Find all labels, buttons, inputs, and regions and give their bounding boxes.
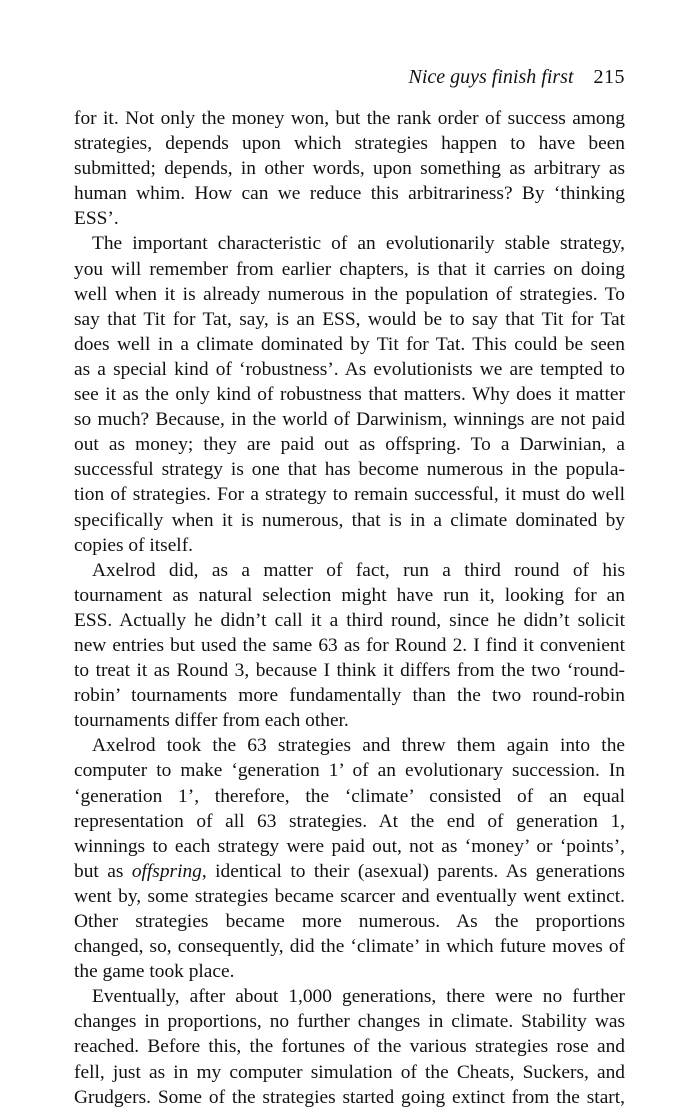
text-line: Axelrod took the 63 strategies and threw them again into the [92,735,625,757]
text-line: say that Tit for Tat, say, is an ESS, would be to say that Tit for Tat [74,308,625,330]
paragraph [74,733,625,984]
text-line: ESS’. [74,208,119,230]
text-line: Eventually, after about 1,000 generations, there were no further [92,986,625,1008]
text-line: submitted; depends, in other words, upon something as arbitrary as [74,158,625,180]
body-text [74,106,625,1110]
text-line: as a special kind of ‘robustness’. As evolutionists we are tempted to [74,358,625,380]
paragraph [74,231,625,557]
text-line: changes in proportions, no further changes in climate. Stability was [74,1011,625,1033]
text-line: winnings to each strategy were paid out, not as ‘money’ or ‘points’, [74,835,625,857]
text-line: for it. Not only the money won, but the rank order of success among [74,108,625,129]
text-line: human whim. How can we reduce this arbitrariness? By ‘thinking [74,183,625,205]
text-line: new entries but used the same 63 as for Round 2. I find it convenient [74,634,625,656]
text-line: but as offspring, identical to their (asexual) parents. As generations [74,860,625,882]
text-line: specifically when it is numerous, that is in a climate dominated by [74,509,625,531]
text-line: you will remember from earlier chapters, is that it carries on doing [74,258,625,280]
running-head [74,66,625,106]
book-page [74,66,625,1110]
text-line: out as money; they are paid out as offspring. To a Darwinian, a [74,434,625,456]
page-number: 215 [593,66,625,88]
text-line: tournaments differ from each other. [74,710,349,732]
text-line: ESS. Actually he didn’t call it a third round, since he didn’t solicit [74,609,625,631]
text-line: Other strategies became more numerous. As the proportions [74,911,625,932]
text-line: Grudgers. Some of the strategies started going extinct from the start, [74,1086,625,1108]
paragraph [74,984,625,1109]
text-line: tournament as natural selection might have run it, looking for an [74,584,625,606]
text-line: fell, just as in my computer simulation of the Cheats, Suckers, and [74,1061,625,1083]
text-line: The important characteristic of an evolutionarily stable strategy, [92,233,625,255]
text-line: Axelrod did, as a matter of fact, run a third round of his [92,559,625,581]
text-line: ‘generation 1’, therefore, the ‘climate’ consisted of an equal [74,785,625,807]
text-line: went by, some strategies became scarcer and eventually went extinct. [74,885,625,907]
text-line: strategies, depends upon which strategies happen to have been [74,133,625,155]
text-line: to treat it as Round 3, because I think it differs from the two ‘round- [74,660,625,682]
text-line: see it as the only kind of robustness that matters. Why does it matter [74,384,625,406]
text-line: does well in a climate dominated by Tit for Tat. This could be seen [74,333,625,355]
text-line: the game took place. [74,961,235,983]
text-line: robin’ tournaments more fundamentally than the two round-robin [74,685,625,707]
text-line: tion of strategies. For a strategy to remain successful, it must do well [74,484,625,506]
text-line: successful strategy is one that has become numerous in the popula- [74,459,625,481]
paragraph [74,106,625,231]
running-title: Nice guys finish first [408,66,574,88]
text-line: changed, so, consequently, did the ‘climate’ in which future moves of [74,936,625,958]
text-line: so much? Because, in the world of Darwinism, winnings are not paid [74,409,625,431]
paragraph [74,558,625,734]
text-line: computer to make ‘generation 1’ of an evolutionary succession. In [74,760,625,782]
text-line: copies of itself. [74,534,194,556]
text-line: well when it is already numerous in the population of strategies. To [74,283,625,305]
text-line: reached. Before this, the fortunes of the various strategies rose and [74,1036,625,1058]
text-line: representation of all 63 strategies. At the end of generation 1, [74,810,625,832]
